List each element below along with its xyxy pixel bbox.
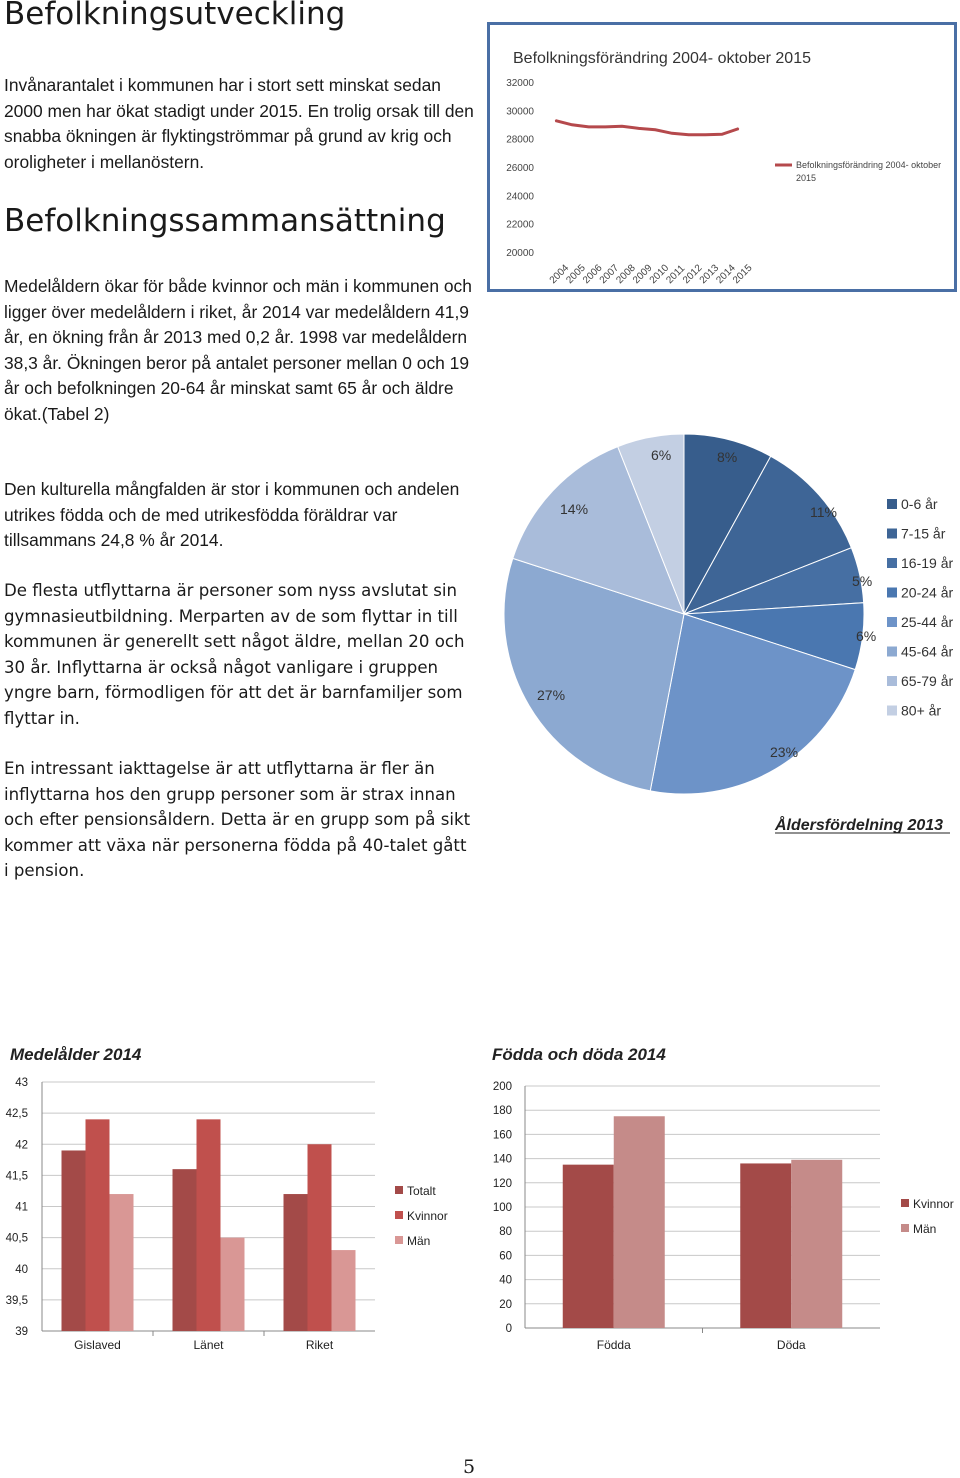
x-tick-label: Riket [305, 1338, 334, 1352]
legend-swatch [887, 676, 897, 686]
x-tick-label: 2008 [614, 262, 638, 287]
legend-swatch [395, 1186, 403, 1194]
y-tick-label: 39 [15, 1326, 28, 1338]
bar [197, 1119, 221, 1331]
y-tick-label: 30000 [506, 106, 534, 118]
y-tick-label: 200 [492, 1081, 512, 1093]
page-number: 5 [463, 1456, 476, 1478]
y-tick-label: 41 [15, 1201, 28, 1214]
legend-swatch [887, 588, 897, 598]
data-point [572, 124, 573, 125]
data-point [672, 133, 673, 134]
y-tick-label: 42,5 [5, 1108, 28, 1121]
y-tick-label: 40,5 [5, 1232, 28, 1245]
chart-title: Födda och döda 2014 [492, 1045, 666, 1064]
y-tick-label: 42 [15, 1139, 28, 1152]
bar-chart-fodda-doda [480, 1040, 958, 1370]
bar [221, 1238, 245, 1331]
y-tick-label: 28000 [506, 134, 534, 146]
legend-swatch [901, 1224, 909, 1232]
legend-label: 80+ år [901, 702, 942, 719]
y-tick-label: 100 [492, 1202, 512, 1214]
y-tick-label: 120 [492, 1177, 512, 1190]
paragraph-mangfald: Den kulturella mångfalden är stor i kommunen och andelen utrikes födda och de med utrikesfödda föräldrar var tillsammans 24,8 % år 2014. [4, 479, 460, 550]
y-tick-label: 160 [492, 1129, 512, 1142]
legend-label: 45-64 år [901, 643, 954, 660]
data-point [622, 126, 623, 127]
y-tick-label: 41,5 [5, 1170, 28, 1183]
bar [614, 1116, 665, 1328]
legend-label: 20-24 år [901, 584, 954, 601]
y-tick-label: 0 [505, 1323, 512, 1335]
y-tick-label: 180 [492, 1105, 512, 1118]
y-tick-label: 32000 [506, 78, 534, 89]
data-point [605, 126, 606, 127]
y-tick-label: 20 [499, 1298, 512, 1311]
legend-swatch [887, 529, 897, 539]
data-point [655, 129, 656, 130]
data-point [738, 128, 739, 129]
bar [110, 1194, 134, 1331]
paragraph-medelalder: Medelåldern ökar för både kvinnor och män i kommunen och ligger över medelåldern i riket, år 2014 var medelåldern 41,9 år, en ökning från år 2013 med 0,2 år. 1998 var medelåldern 38,3 år. Ökningen beror på antalet personer mellan 0 och 19 år och befolkningen 20-64 år minskat samt 65 år och äldre ökat.(Tabel 2) [4, 276, 472, 424]
pie-value-label: 14% [560, 501, 589, 517]
pie-chart-aldersfordelning [480, 425, 958, 845]
x-tick-label: Döda [776, 1338, 806, 1352]
y-tick-label: 24000 [506, 191, 534, 203]
x-tick-label: Gislaved [74, 1338, 121, 1352]
bar [284, 1194, 308, 1331]
y-tick-label: 43 [15, 1077, 28, 1089]
legend-swatch [887, 558, 897, 568]
y-tick-label: 140 [492, 1153, 512, 1166]
x-tick-label: Länet [193, 1338, 224, 1352]
pie-value-label: 23% [770, 744, 799, 760]
legend-swatch [901, 1199, 909, 1207]
x-tick-label: 2005 [564, 262, 588, 287]
data-point [638, 128, 639, 129]
x-tick-label: 2015 [731, 262, 755, 287]
data-point [588, 126, 589, 127]
legend-label: Män [407, 1234, 431, 1248]
bar [62, 1150, 86, 1331]
bar [86, 1119, 110, 1331]
pie-value-label: 6% [856, 628, 877, 644]
x-tick-label: 2013 [697, 262, 722, 287]
bar [332, 1250, 356, 1331]
y-tick-label: 40 [499, 1274, 512, 1287]
legend-label-cont: 2015 [796, 173, 817, 183]
chart-title: Medelålder 2014 [10, 1045, 142, 1064]
x-tick-label: Födda [596, 1338, 631, 1352]
legend-label: 65-79 år [901, 673, 954, 689]
y-tick-label: 80 [499, 1226, 512, 1239]
bar [740, 1163, 791, 1328]
x-tick-label: 2010 [647, 262, 672, 287]
x-tick-label: 2004 [547, 262, 572, 287]
legend-label: Befolkningsförändring 2004- oktober [796, 160, 942, 170]
y-tick-label: 22000 [506, 219, 534, 231]
pie-value-label: 11% [810, 504, 837, 520]
legend-swatch [395, 1236, 403, 1244]
x-tick-label: 2006 [581, 262, 605, 287]
paragraph-utflyttare: De flesta utflyttarna är personer som nyss avslutat sin gymnasieutbildning. Merparten av de som flyttar in till kommunen är generellt sett något äldre, mellan 20 och 30 år. Inflyttarna är också något vanligare i gruppen yngre barn, förmodligen för att det är barnfamiljer som flyttar in. [4, 581, 465, 728]
pie-value-label: 8% [717, 449, 738, 465]
bar-chart-medelalder [0, 1040, 470, 1370]
legend-label: 25-44 år [901, 614, 954, 630]
y-tick-label: 39,5 [5, 1294, 28, 1307]
legend-swatch [887, 706, 897, 716]
bar [173, 1169, 197, 1331]
pie-value-label: 6% [651, 447, 672, 463]
x-tick-label: 2014 [714, 262, 738, 287]
heading-befolkningsutveckling: Befolkningsutveckling [4, 0, 346, 32]
x-tick-label: 2011 [664, 263, 688, 287]
y-tick-label: 40 [15, 1263, 28, 1276]
legend-label: 7-15 år [901, 525, 946, 542]
bar [563, 1165, 614, 1328]
x-tick-label: 2012 [681, 262, 705, 287]
bar [308, 1144, 332, 1331]
chart-title: Befolkningsförändring 2004- oktober 2015 [513, 50, 811, 67]
legend-label: Totalt [407, 1184, 436, 1198]
y-tick-label: 26000 [506, 163, 534, 174]
line-chart-befolkningsforandring [487, 22, 957, 292]
legend-label: Män [913, 1222, 937, 1236]
data-point [688, 134, 689, 135]
heading-befolkningssammansattning: Befolkningssammansättning [4, 203, 446, 239]
bar [791, 1160, 842, 1328]
legend-label: Kvinnor [407, 1209, 448, 1223]
legend-swatch [395, 1211, 403, 1219]
data-point [722, 134, 723, 135]
paragraph-intro: Invånarantalet i kommunen har i stort sett minskat sedan 2000 men har ökat stadigt under 2015. En trolig orsak till den snabba ökningen är flyktingströmmar på grund av krig och oroligheter i mellanöstern. [4, 75, 474, 172]
legend-swatch [887, 499, 897, 509]
legend-swatch [887, 647, 897, 657]
x-tick-label: 2009 [631, 262, 655, 287]
y-tick-label: 60 [499, 1250, 512, 1263]
pie-value-label: 27% [537, 687, 566, 703]
data-point [705, 134, 706, 135]
x-tick-label: 2007 [597, 262, 622, 287]
chart-title: Åldersfördelning 2013 [775, 817, 944, 834]
legend-label: Kvinnor [913, 1197, 954, 1211]
pie-value-label: 5% [852, 573, 873, 589]
legend-label: 16-19 år [901, 555, 954, 571]
legend-label: 0-6 år [901, 496, 938, 512]
y-tick-label: 20000 [506, 248, 534, 259]
data-point [555, 120, 556, 121]
legend-swatch [887, 617, 897, 627]
paragraph-iakttagelse: En intressant iakttagelse är att utflyttarna är fler än inflyttarna hos den grupp personer som är strax innan och efter pensionsåldern. Detta är en grupp som på sikt kommer att växa när personerna födda på 40-talet gått i pension. [4, 759, 471, 880]
